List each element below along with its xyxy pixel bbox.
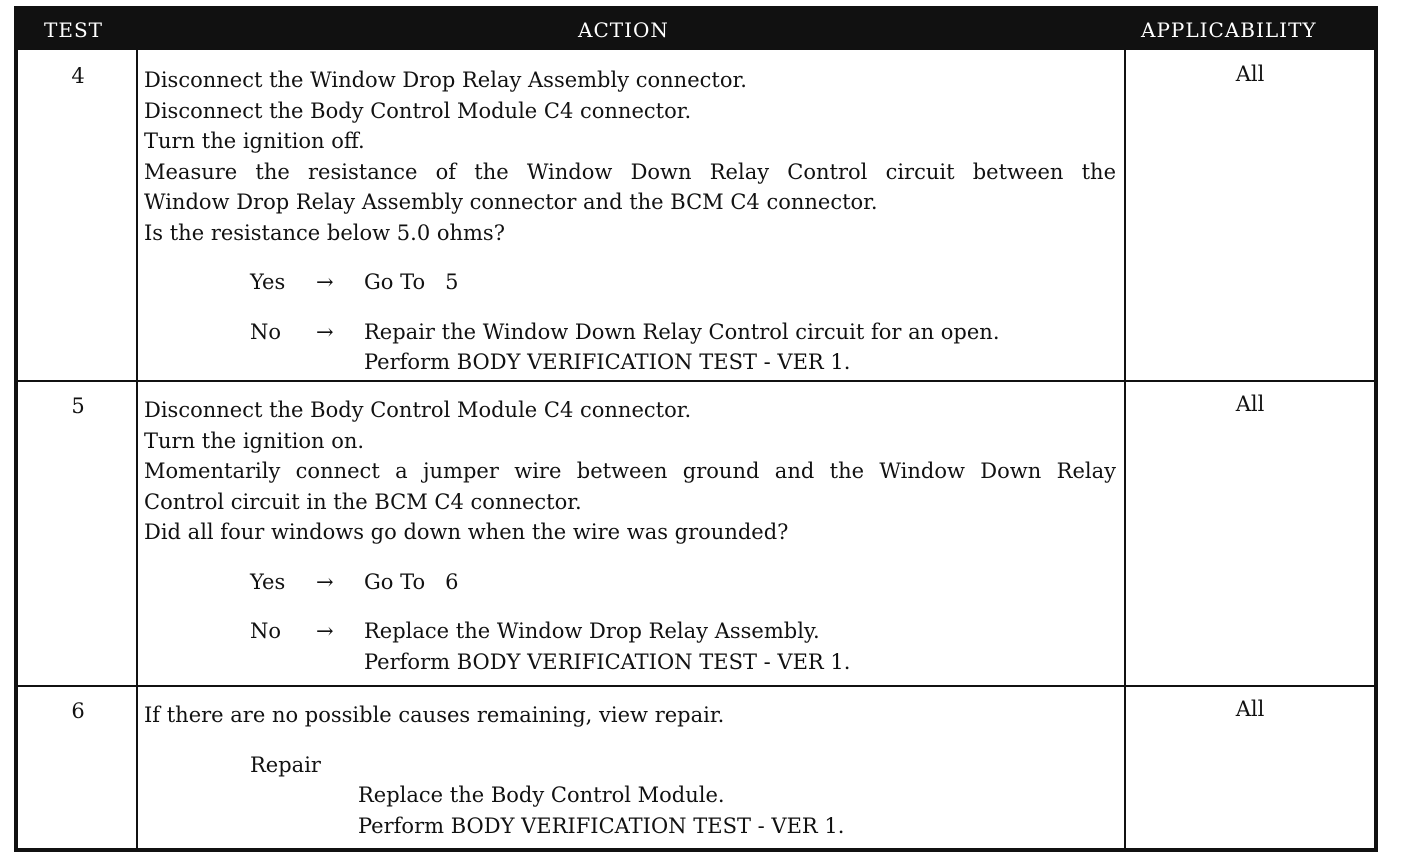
yes-branch (144, 567, 1116, 598)
action-line: Disconnect the Body Control Module C4 connector. (144, 398, 692, 422)
test-number: 6 (71, 699, 85, 723)
yes-branch (144, 267, 1116, 298)
applicability-cell: All (1235, 62, 1265, 86)
yes-result: Go To 5 (364, 270, 459, 294)
yes-result: Go To 6 (364, 569, 459, 594)
action-line: Disconnect the Window Drop Relay Assembly connector. (144, 68, 747, 92)
action-line: Disconnect the Body Control Module C4 connector. (144, 98, 692, 123)
table-row-test-4 (18, 52, 1374, 380)
action-line: Window Drop Relay Assembly connector and the BCM C4 connector. (144, 190, 878, 214)
action-line: Measure the resistance of the Window Down Relay Control circuit between the (144, 159, 1116, 184)
applicability-cell: All (1235, 697, 1265, 721)
action-line: Is the resistance below 5.0 ohms? (144, 220, 505, 245)
action-cell (144, 395, 1116, 677)
action-line: If there are no possible causes remaining, view repair. (144, 703, 725, 727)
no-result-followup: Perform BODY VERIFICATION TEST - VER 1. (364, 649, 851, 674)
action-line: Control circuit in the BCM C4 connector. (144, 489, 582, 514)
no-result-followup: Perform BODY VERIFICATION TEST - VER 1. (364, 350, 851, 374)
action-line: Momentarily connect a jumper wire between ground and the Window Down Relay (144, 459, 1116, 483)
yes-label: Yes (250, 569, 286, 594)
no-result: Repair the Window Down Relay Control circuit for an open. (364, 319, 1000, 344)
test-number: 4 (71, 64, 85, 88)
arrow-right-icon: → (316, 569, 334, 594)
header-applicability: APPLICABILITY (1141, 18, 1317, 42)
header-action: ACTION (578, 18, 669, 42)
action-line: Did all four windows go down when the wire was grounded? (144, 520, 789, 544)
action-line: Turn the ignition on. (144, 428, 365, 453)
no-label: No (250, 319, 282, 344)
no-label: No (250, 619, 282, 643)
arrow-right-icon: → (316, 319, 334, 344)
yes-label: Yes (250, 270, 286, 294)
repair-line: Perform BODY VERIFICATION TEST - VER 1. (358, 813, 845, 838)
header-test: TEST (44, 18, 103, 42)
repair-label: Repair (250, 752, 321, 777)
arrow-right-icon: → (316, 619, 334, 643)
action-cell (144, 65, 1116, 378)
test-number: 5 (71, 394, 85, 418)
action-cell (144, 700, 1116, 841)
table-header (18, 10, 1374, 50)
diagnostic-test-table (14, 6, 1378, 852)
no-branch (144, 317, 1116, 348)
repair-line: Replace the Body Control Module. (358, 783, 725, 807)
applicability-cell: All (1235, 392, 1265, 416)
no-branch (144, 616, 1116, 647)
table-row-test-5 (18, 382, 1374, 685)
table-row-test-6 (18, 687, 1374, 848)
no-result: Replace the Window Drop Relay Assembly. (364, 619, 820, 643)
action-line: Turn the ignition off. (144, 129, 365, 153)
arrow-right-icon: → (316, 270, 334, 294)
